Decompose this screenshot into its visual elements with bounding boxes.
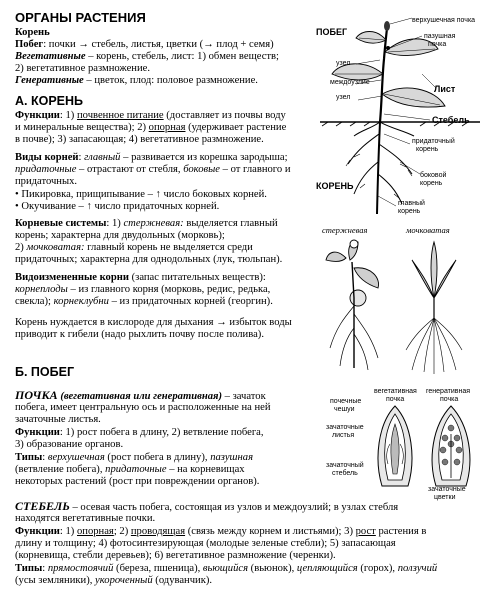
root-oxygen-line-1: Корень нуждается в кислороде для дыхания → избыток воды xyxy=(15,317,292,328)
bud-line-1: ПОЧКА (вегетативная или генеративная) – зачаток xyxy=(15,388,266,402)
root-systems-line-2: корень; характерна для двудольных (морковь); xyxy=(15,230,225,241)
label-axillary-bud: пазушная xyxy=(424,33,456,40)
label-vegetative-bud: вегетативная xyxy=(374,388,417,395)
root-types-line-3: придаточных. xyxy=(15,176,78,187)
label-generative-bud-2: почка xyxy=(440,396,459,403)
bud-functions-line-1: Функции: 1) рост побега в длину, 2) ветвление побега, xyxy=(15,427,264,438)
label-taproot-system: стержневая xyxy=(322,225,368,235)
root-oxygen-line-2: приводит к гибели (надо рыхлить почву после полива). xyxy=(15,329,264,340)
root-modified-line-1: Видоизмененные корни (запас питательных веществ): xyxy=(15,272,266,283)
label-node: узел xyxy=(336,60,351,67)
label-fibrous-system: мочковатая xyxy=(406,225,450,235)
root-functions-line-2: и минеральные вещества); 2) опорная (удерживает растение xyxy=(15,122,287,133)
stem-types-line-1: Типы: прямостоячий (береза, пшеница), вьющийся (вьюнок), цепляющийся (горох), ползучий xyxy=(15,563,438,574)
label-adventitious-root-2: корень xyxy=(416,146,439,153)
label-main-root-2: корень xyxy=(398,208,421,215)
stem-types-line-2: (усы земляники), укороченный (одуванчик). xyxy=(15,575,213,586)
root-functions-line-1: Функции: 1) почвенное питание (доставляет из почвы воду xyxy=(15,110,286,121)
label-adventitious-root: придаточный xyxy=(412,138,455,145)
bud-types-line-1: Типы: верхушечная (рост побега в длину), пазушная xyxy=(15,452,254,463)
label-rudimentary-flowers-2: цветки xyxy=(434,494,456,501)
stem-functions-line-1: Функции: 1) опорная; 2) проводящая (связь между корнем и листьями); 3) рост растения в xyxy=(15,526,427,537)
label-generative-bud: генеративная xyxy=(426,388,471,395)
root-bullet-1: • Пикировка, прищипывание – ↑ число боковых корней. xyxy=(15,189,267,200)
root-bullet-2: • Окучивание – ↑ число придаточных корней. xyxy=(15,201,220,212)
label-lateral-root-2: корень xyxy=(420,180,443,187)
root-types-line-2: придаточные – отрастают от стебля, боковые – от главного и xyxy=(15,164,291,175)
intro-veg-line-2: 2) вегетативное размножение. xyxy=(15,63,150,74)
stem-line-1: СТЕБЕЛЬ – осевая часть побега, состоящая из узлов и междоузлий; в узлах стебля xyxy=(15,499,399,513)
label-shoot: ПОБЕГ xyxy=(316,27,348,37)
label-leaf: Лист xyxy=(434,84,456,94)
label-rudimentary-leaves: зачаточные xyxy=(326,424,364,431)
label-node-2: узел xyxy=(336,94,351,101)
label-apical-bud: верхушечная почка xyxy=(412,17,476,24)
label-main-root: главный xyxy=(398,200,425,207)
bud-line-3: зачаточные листья. xyxy=(15,414,101,425)
generative-bud-illustration xyxy=(426,404,476,490)
stem-functions-line-2: длину и толщину; 4) фотосинтезирующая (молодые зеленые стебли); 5) запасающая xyxy=(15,538,396,549)
vegetative-bud-illustration xyxy=(372,404,418,490)
label-root: КОРЕНЬ xyxy=(316,181,354,191)
label-rudimentary-leaves-2: листья xyxy=(332,432,355,439)
page-title: ОРГАНЫ РАСТЕНИЯ xyxy=(15,10,146,25)
bud-types-line-3: некоторых растений (рост при повреждении органов). xyxy=(15,476,260,487)
label-bud-scales: почечные xyxy=(330,398,362,405)
bud-functions-line-2: 3) образование органов. xyxy=(15,439,124,450)
root-systems-line-3: 2) мочковатая: главный корень не выделяется среди xyxy=(15,242,253,253)
intro-root-line: Корень xyxy=(15,27,50,38)
label-rudimentary-flowers: зачаточные xyxy=(428,486,466,493)
label-vegetative-bud-2: почка xyxy=(386,396,405,403)
intro-veg-line: Вегетативные – корень, стебель, лист: 1) обмен веществ; xyxy=(15,51,279,62)
root-modified-line-3: свекла); корнеклубни – из придаточных корней (георгин). xyxy=(15,296,273,307)
stem-line-2: находятся вегетативные почки. xyxy=(15,513,156,524)
label-rudimentary-stem-2: стебель xyxy=(332,470,358,477)
section-root-heading: А. КОРЕНЬ xyxy=(15,94,84,108)
intro-shoot-line: Побег: почки → стебель, листья, цветки (→ плод + семя) xyxy=(15,39,274,50)
fibrous-plant-illustration xyxy=(396,238,476,378)
label-internode: междоузлие xyxy=(330,79,370,86)
root-systems-line-1: Корневые системы: 1) стержневая: выделяется главный xyxy=(15,218,278,229)
root-types-line-1: Виды корней: главный – развивается из корешка зародыша; xyxy=(15,152,288,163)
stem-functions-line-3: (корневища, стебли деревьев); 6) вегетативное размножение (черенки). xyxy=(15,550,336,561)
intro-gen-line: Генеративные – цветок, плод: половое размножение. xyxy=(15,75,258,86)
section-shoot-heading: Б. ПОБЕГ xyxy=(15,365,75,379)
taproot-plant-illustration xyxy=(316,238,396,378)
label-bud-scales-2: чешуи xyxy=(334,406,355,413)
bud-line-2: побега, имеет центральную ось и расположенные на ней xyxy=(15,402,271,413)
bud-types-line-2: (ветвление побега), придаточные – на корневищах xyxy=(15,464,245,475)
label-stem: Стебель xyxy=(432,115,470,125)
label-rudimentary-stem: зачаточный xyxy=(326,462,364,469)
apical-bud-shape xyxy=(384,21,390,31)
label-axillary-bud-2: почка xyxy=(428,41,447,48)
root-functions-line-3: в почве); 3) запасающая; 4) вегетативное размножение. xyxy=(15,134,264,145)
root-systems-line-4: придаточных; характерна для однодольных (лук, тюльпан). xyxy=(15,254,283,265)
axillary-bud-shape xyxy=(386,46,390,50)
label-lateral-root: боковой xyxy=(420,172,447,179)
root-modified-line-2: корнеплоды – из главного корня (морковь, редис, редька, xyxy=(15,284,271,295)
